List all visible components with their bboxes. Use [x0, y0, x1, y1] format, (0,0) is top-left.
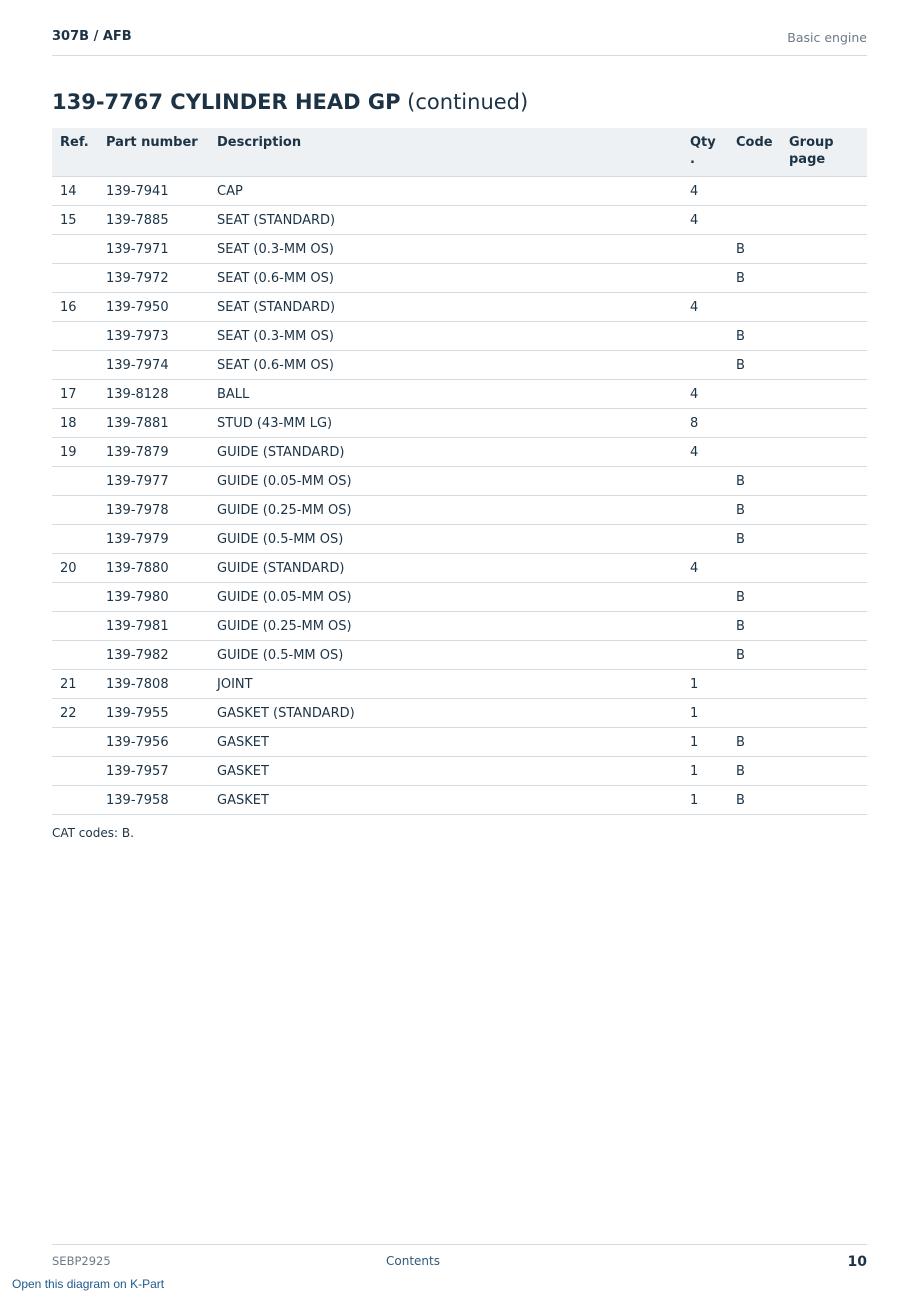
- cell-ref: [52, 264, 106, 293]
- cell-ref: 14: [52, 177, 106, 206]
- cell-description: GUIDE (0.05-MM OS): [217, 467, 690, 496]
- table-body: [52, 177, 867, 815]
- page-header: [52, 29, 867, 56]
- cell-group-page: [789, 293, 867, 322]
- cell-ref: 18: [52, 409, 106, 438]
- table-row: [52, 641, 867, 670]
- cell-qty: [690, 641, 736, 670]
- cell-description: GASKET (STANDARD): [217, 699, 690, 728]
- cell-group-page: [789, 438, 867, 467]
- cell-qty: [690, 322, 736, 351]
- cell-description: GUIDE (0.25-MM OS): [217, 496, 690, 525]
- cell-group-page: [789, 699, 867, 728]
- cell-group-page: [789, 786, 867, 815]
- table-row: [52, 293, 867, 322]
- cell-group-page: [789, 264, 867, 293]
- table-row: [52, 583, 867, 612]
- cell-ref: [52, 757, 106, 786]
- table-row: [52, 380, 867, 409]
- cell-ref: 15: [52, 206, 106, 235]
- cell-qty: 1: [690, 786, 736, 815]
- cell-ref: [52, 467, 106, 496]
- cell-code: B: [736, 322, 789, 351]
- cell-code: B: [736, 496, 789, 525]
- cell-code: B: [736, 467, 789, 496]
- table-row: [52, 728, 867, 757]
- cell-code: B: [736, 525, 789, 554]
- cell-description: GUIDE (0.5-MM OS): [217, 641, 690, 670]
- cell-ref: [52, 612, 106, 641]
- cell-qty: 1: [690, 670, 736, 699]
- cell-code: [736, 380, 789, 409]
- cell-ref: [52, 728, 106, 757]
- cell-qty: 4: [690, 206, 736, 235]
- cell-part-number: 139-7977: [106, 467, 217, 496]
- cell-ref: 22: [52, 699, 106, 728]
- header-group-line1: Group: [789, 135, 834, 150]
- cell-description: GUIDE (STANDARD): [217, 554, 690, 583]
- header-part-number: Part number: [106, 128, 217, 177]
- cell-ref: [52, 496, 106, 525]
- cell-qty: 8: [690, 409, 736, 438]
- cell-description: STUD (43-MM LG): [217, 409, 690, 438]
- cell-code: [736, 177, 789, 206]
- cell-group-page: [789, 757, 867, 786]
- cell-group-page: [789, 467, 867, 496]
- cell-group-page: [789, 496, 867, 525]
- cell-group-page: [789, 641, 867, 670]
- model-label: 307B / AFB: [52, 29, 132, 44]
- cell-part-number: 139-7974: [106, 351, 217, 380]
- cell-ref: [52, 525, 106, 554]
- header-qty-line2: .: [690, 152, 695, 167]
- cell-ref: [52, 583, 106, 612]
- cell-description: GUIDE (0.5-MM OS): [217, 525, 690, 554]
- header-code: Code: [736, 128, 789, 177]
- cell-qty: 4: [690, 293, 736, 322]
- cell-group-page: [789, 351, 867, 380]
- header-ref: Ref.: [52, 128, 106, 177]
- cell-group-page: [789, 728, 867, 757]
- table-row: [52, 612, 867, 641]
- cell-part-number: 139-7880: [106, 554, 217, 583]
- cell-code: [736, 409, 789, 438]
- cell-ref: [52, 786, 106, 815]
- table-header-row: [52, 128, 867, 177]
- cell-part-number: 139-7981: [106, 612, 217, 641]
- table-row: [52, 206, 867, 235]
- header-group-page: [789, 128, 867, 177]
- cell-code: B: [736, 757, 789, 786]
- cell-group-page: [789, 554, 867, 583]
- cell-description: GUIDE (STANDARD): [217, 438, 690, 467]
- table-row: [52, 235, 867, 264]
- header-description: Description: [217, 128, 690, 177]
- cell-code: [736, 699, 789, 728]
- cell-ref: 21: [52, 670, 106, 699]
- cell-code: B: [736, 583, 789, 612]
- cell-group-page: [789, 177, 867, 206]
- title-suffix: (continued): [400, 90, 529, 114]
- document-page: [52, 0, 867, 1300]
- table-row: [52, 757, 867, 786]
- cell-ref: [52, 322, 106, 351]
- cell-qty: [690, 235, 736, 264]
- cell-code: [736, 293, 789, 322]
- cell-qty: 1: [690, 757, 736, 786]
- cell-code: B: [736, 235, 789, 264]
- cell-code: [736, 670, 789, 699]
- cell-code: [736, 438, 789, 467]
- cell-group-page: [789, 525, 867, 554]
- cell-description: BALL: [217, 380, 690, 409]
- header-group-line2: page: [789, 152, 826, 167]
- table-row: [52, 322, 867, 351]
- cell-ref: [52, 641, 106, 670]
- cell-code: B: [736, 612, 789, 641]
- cell-qty: 4: [690, 380, 736, 409]
- cell-qty: [690, 467, 736, 496]
- cell-part-number: 139-7885: [106, 206, 217, 235]
- cell-qty: [690, 583, 736, 612]
- cell-part-number: 139-7881: [106, 409, 217, 438]
- cell-qty: 1: [690, 699, 736, 728]
- cell-part-number: 139-7979: [106, 525, 217, 554]
- table-row: [52, 177, 867, 206]
- page-footer: [52, 1244, 867, 1275]
- cell-ref: 16: [52, 293, 106, 322]
- cell-part-number: 139-7971: [106, 235, 217, 264]
- cell-code: [736, 206, 789, 235]
- title-main: 139-7767 CYLINDER HEAD GP: [52, 90, 401, 114]
- cell-group-page: [789, 409, 867, 438]
- table-row: [52, 670, 867, 699]
- cell-part-number: 139-7980: [106, 583, 217, 612]
- cell-part-number: 139-7978: [106, 496, 217, 525]
- cell-part-number: 139-7950: [106, 293, 217, 322]
- cell-code: B: [736, 786, 789, 815]
- cell-part-number: 139-7972: [106, 264, 217, 293]
- cell-group-page: [789, 670, 867, 699]
- cell-part-number: 139-8128: [106, 380, 217, 409]
- cell-part-number: 139-7956: [106, 728, 217, 757]
- cell-description: JOINT: [217, 670, 690, 699]
- cell-qty: 4: [690, 554, 736, 583]
- table-row: [52, 351, 867, 380]
- cell-part-number: 139-7879: [106, 438, 217, 467]
- cell-description: SEAT (0.3-MM OS): [217, 235, 690, 264]
- cell-description: SEAT (STANDARD): [217, 206, 690, 235]
- cell-group-page: [789, 380, 867, 409]
- cell-part-number: 139-7958: [106, 786, 217, 815]
- cell-code: B: [736, 641, 789, 670]
- cell-part-number: 139-7941: [106, 177, 217, 206]
- table-row: [52, 786, 867, 815]
- cat-codes-note: CAT codes: B.: [52, 826, 134, 840]
- cell-ref: [52, 235, 106, 264]
- cell-part-number: 139-7982: [106, 641, 217, 670]
- table-row: [52, 525, 867, 554]
- cell-group-page: [789, 612, 867, 641]
- cell-group-page: [789, 206, 867, 235]
- page-number: 10: [847, 1254, 867, 1270]
- cell-code: B: [736, 728, 789, 757]
- cell-qty: 1: [690, 728, 736, 757]
- cell-group-page: [789, 322, 867, 351]
- document-id: SEBP2925: [52, 1254, 111, 1268]
- table-row: [52, 409, 867, 438]
- cell-code: B: [736, 351, 789, 380]
- header-qty-line1: Qty: [690, 135, 716, 150]
- section-label: Basic engine: [787, 30, 867, 45]
- table-row: [52, 438, 867, 467]
- cell-part-number: 139-7955: [106, 699, 217, 728]
- header-qty: [690, 128, 736, 177]
- cell-qty: [690, 496, 736, 525]
- cell-qty: [690, 351, 736, 380]
- page-title: [52, 90, 528, 114]
- cell-description: GASKET: [217, 786, 690, 815]
- cell-description: GUIDE (0.05-MM OS): [217, 583, 690, 612]
- cell-code: B: [736, 264, 789, 293]
- cell-description: GUIDE (0.25-MM OS): [217, 612, 690, 641]
- cell-ref: [52, 351, 106, 380]
- kpart-diagram-link[interactable]: Open this diagram on K-Part: [12, 1277, 165, 1291]
- parts-table: [52, 128, 867, 815]
- cell-qty: [690, 264, 736, 293]
- cell-part-number: 139-7973: [106, 322, 217, 351]
- cell-description: SEAT (0.6-MM OS): [217, 351, 690, 380]
- cell-qty: [690, 612, 736, 641]
- cell-ref: 19: [52, 438, 106, 467]
- cell-qty: [690, 525, 736, 554]
- cell-part-number: 139-7957: [106, 757, 217, 786]
- cell-group-page: [789, 583, 867, 612]
- cell-group-page: [789, 235, 867, 264]
- cell-part-number: 139-7808: [106, 670, 217, 699]
- table-row: [52, 467, 867, 496]
- cell-description: GASKET: [217, 728, 690, 757]
- cell-description: GASKET: [217, 757, 690, 786]
- cell-ref: 17: [52, 380, 106, 409]
- cell-qty: 4: [690, 177, 736, 206]
- cell-ref: 20: [52, 554, 106, 583]
- cell-description: SEAT (STANDARD): [217, 293, 690, 322]
- cell-description: SEAT (0.3-MM OS): [217, 322, 690, 351]
- cell-code: [736, 554, 789, 583]
- table-row: [52, 496, 867, 525]
- contents-link[interactable]: Contents: [386, 1254, 440, 1268]
- cell-qty: 4: [690, 438, 736, 467]
- cell-description: CAP: [217, 177, 690, 206]
- table-row: [52, 264, 867, 293]
- table-row: [52, 554, 867, 583]
- cell-description: SEAT (0.6-MM OS): [217, 264, 690, 293]
- table-row: [52, 699, 867, 728]
